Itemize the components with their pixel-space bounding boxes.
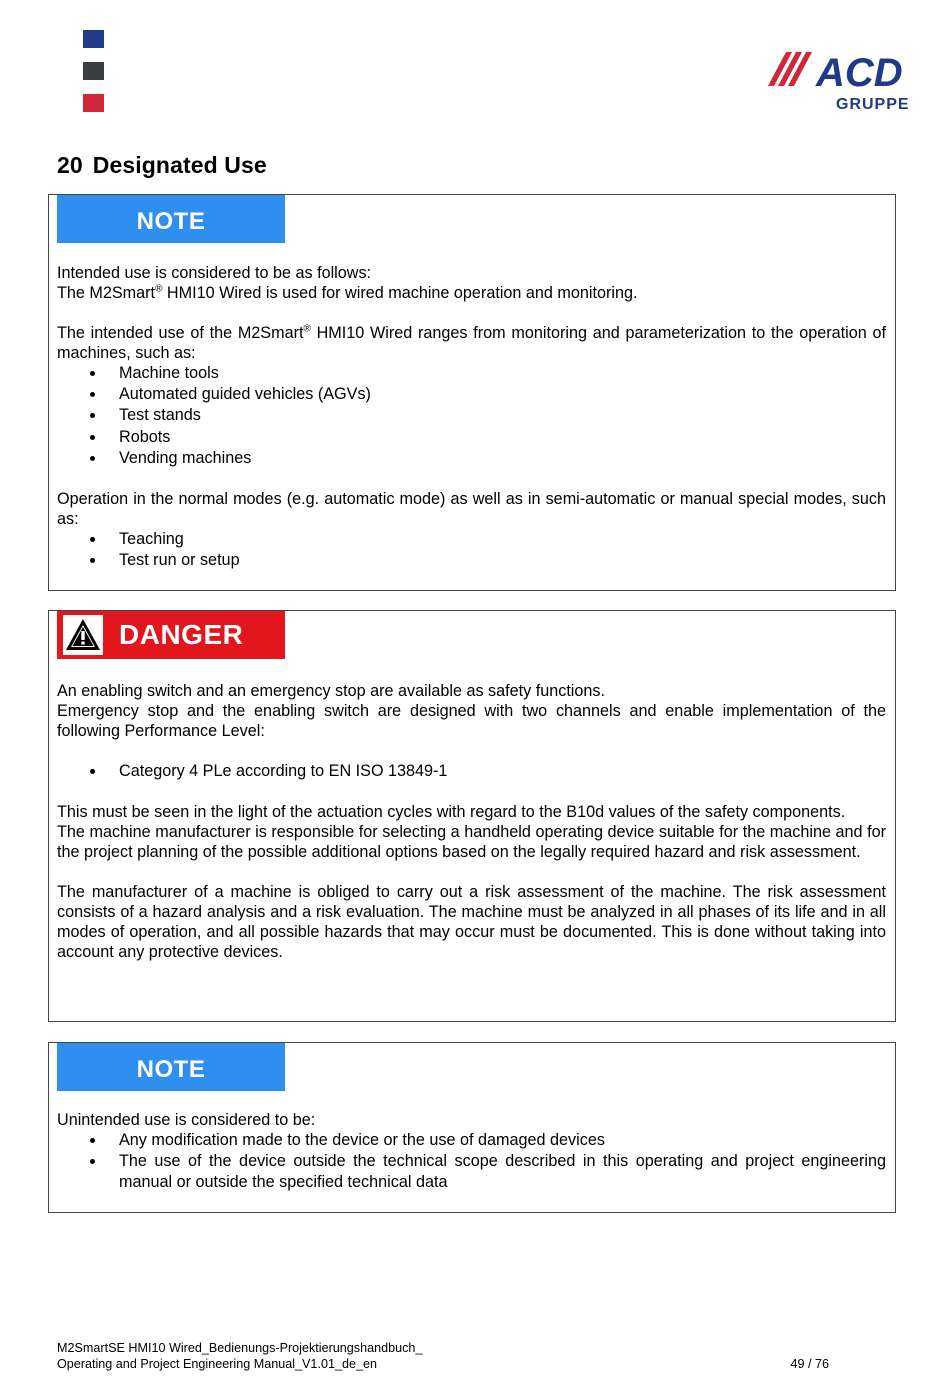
danger-para-4: The manufacturer of a machine is obliged to carry out a risk assessment of the machine. The risk assessment consists of a hazard analysis and a risk evaluation. The machine must be analyzed in all phases of its life and in all modes of operation, and all possible hazards that may occur must be documented. This is done without taking into account any protective devices.: [57, 883, 886, 962]
list-item: Test run or setup: [57, 550, 886, 571]
section-title: Designated Use: [92, 152, 267, 178]
note-content: [57, 263, 886, 571]
note-banner: [57, 195, 285, 243]
list-item: Teaching: [57, 529, 886, 550]
page-footer: [57, 1340, 829, 1372]
warning-triangle-icon: [63, 615, 103, 655]
list-item: Category 4 PLe according to EN ISO 13849-1: [57, 761, 886, 782]
operation-modes-text: Operation in the normal modes (e.g. automatic mode) as well as in semi-automatic or manual special modes, such as:: [57, 490, 886, 529]
intended-use-intro: Intended use is considered to be as follows:: [57, 264, 372, 282]
note-label: NOTE: [136, 1056, 206, 1083]
footer-line-1: M2SmartSE HMI10 Wired_Bedienungs-Projektierungshandbuch_: [57, 1341, 423, 1355]
list-item: Robots: [57, 427, 886, 448]
danger-box: [48, 610, 896, 1022]
note-box-intended-use: [48, 194, 896, 591]
logo-sub-text: GRUPPE: [836, 96, 910, 112]
section-number: 20: [57, 152, 83, 178]
note-content: [57, 1110, 886, 1194]
mode-list: [57, 529, 886, 571]
list-item: Machine tools: [57, 363, 886, 384]
page-title: [57, 152, 267, 179]
danger-line-2: Emergency stop and the enabling switch are designed with two channels and enable implementation of the following Performance Level:: [57, 702, 886, 740]
note-box-unintended-use: [48, 1042, 896, 1213]
footer-line-2: Operating and Project Engineering Manual_V1.01_de_en: [57, 1357, 377, 1371]
danger-label: DANGER: [119, 619, 244, 650]
page-number: 49 / 76: [790, 1357, 829, 1371]
list-item: Any modification made to the device or the use of damaged devices: [57, 1130, 886, 1151]
performance-level-list: [57, 761, 886, 782]
danger-para-2: This must be seen in the light of the actuation cycles with regard to the B10d values of the safety components.: [57, 803, 846, 822]
machine-list: [57, 363, 886, 469]
brand-square-gray: [83, 62, 104, 80]
list-item: The use of the device outside the technical scope described in this operating and project engineering manual or outside the specified technical data: [57, 1151, 886, 1193]
brand-square-blue: [83, 30, 104, 48]
danger-line-1: An enabling switch and an emergency stop are available as safety functions.: [57, 682, 606, 700]
note-banner: [57, 1043, 285, 1091]
intended-use-line: The M2Smart® HMI10 Wired is used for wired machine operation and monitoring.: [57, 283, 638, 302]
intended-use-range: The intended use of the M2Smart® HMI10 Wired ranges from monitoring and parameterization to the operation of machines, such as:: [57, 323, 886, 362]
danger-para-3: The machine manufacturer is responsible for selecting a handheld operating device suitable for the machine and for the project planning of the possible additional options based on the legally required hazard and risk assessment.: [57, 823, 886, 862]
danger-banner: [57, 611, 285, 659]
unintended-use-intro: Unintended use is considered to be:: [57, 1111, 316, 1129]
danger-content: [57, 681, 886, 962]
brand-square-red: [83, 94, 104, 112]
acd-gruppe-logo: [766, 46, 918, 112]
logo-main-text: ACD: [816, 51, 903, 95]
list-item: Automated guided vehicles (AGVs): [57, 384, 886, 405]
unintended-use-list: [57, 1130, 886, 1194]
list-item: Test stands: [57, 405, 886, 426]
note-label: NOTE: [136, 208, 206, 235]
list-item: Vending machines: [57, 448, 886, 469]
